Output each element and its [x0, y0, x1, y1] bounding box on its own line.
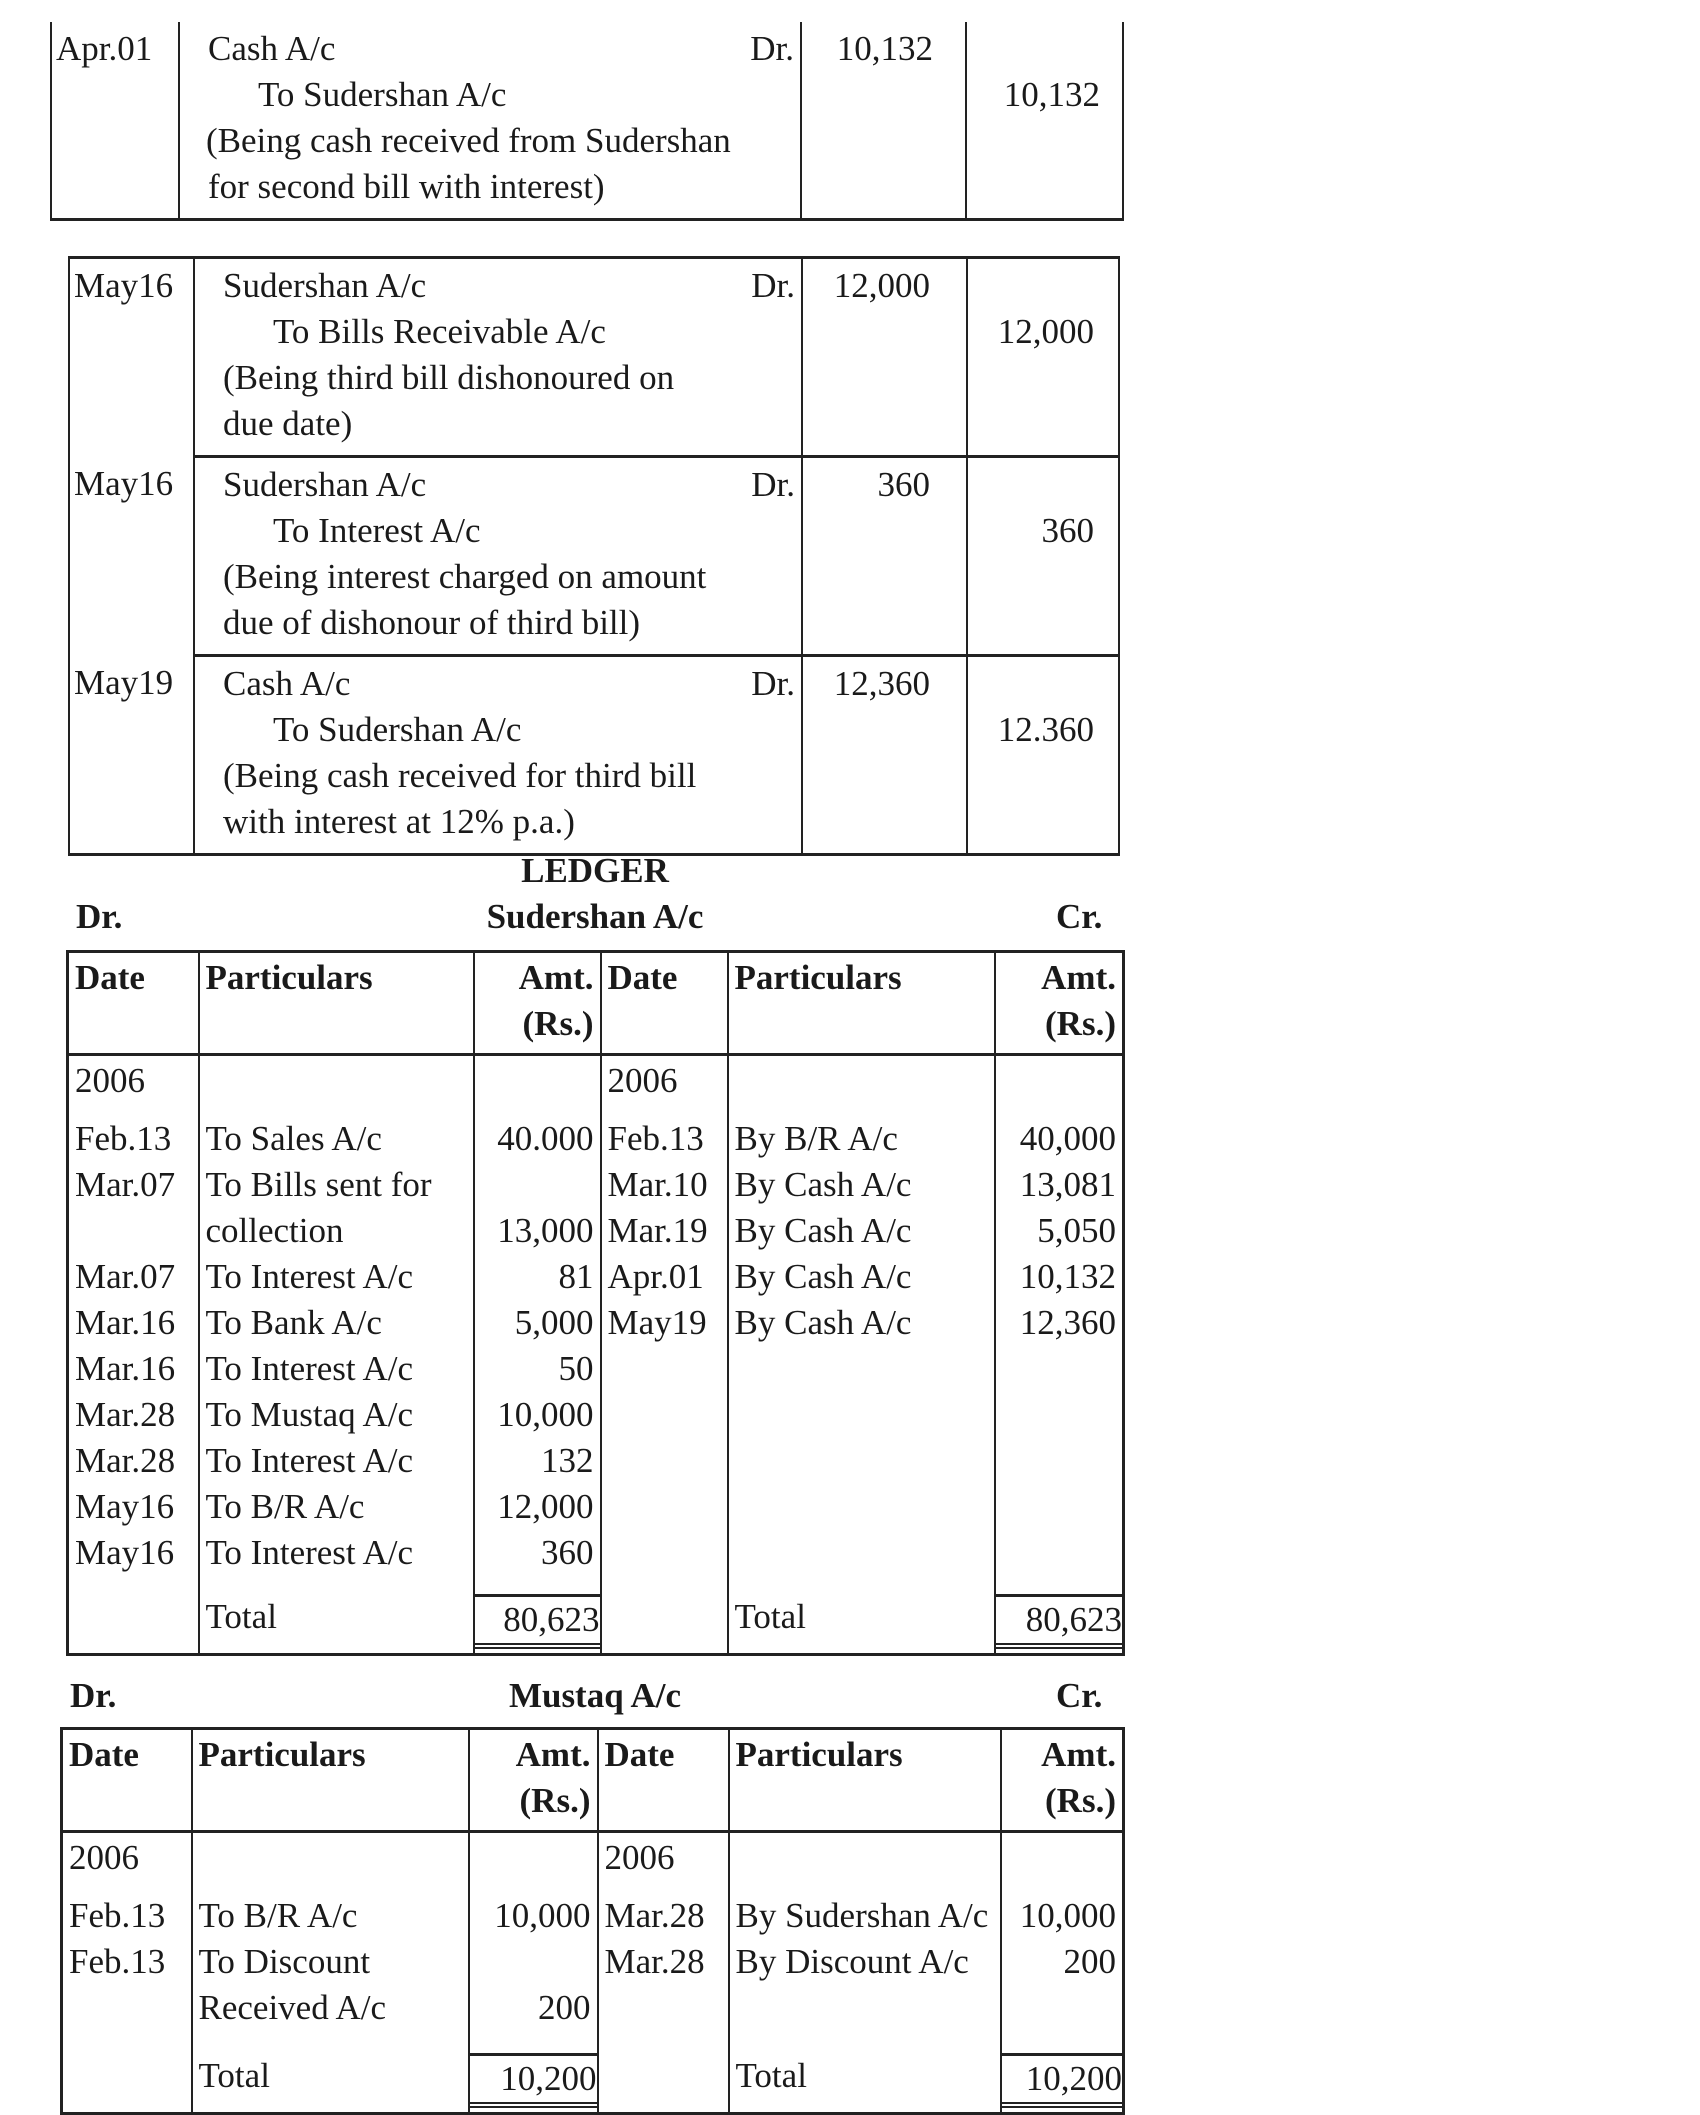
ledger-dr-amount: 13,000 [474, 1208, 601, 1254]
ledger-dr-amount [474, 1162, 601, 1208]
ledger-row [68, 1438, 1124, 1484]
total-label: Total [192, 2043, 469, 2114]
ledger-cr-date [601, 1392, 728, 1438]
ledger-dr-amount [469, 1939, 598, 1985]
ledger-dr-date: Mar.16 [68, 1300, 199, 1346]
credit-account: To Sudershan A/c [258, 75, 507, 114]
ledger-row [68, 1530, 1124, 1576]
ledger-cr-particulars: By Cash A/c [728, 1300, 995, 1346]
ledger-row [62, 1939, 1124, 1985]
journal-entry [69, 656, 1119, 855]
total-label: Total [728, 1584, 995, 1655]
ledger-dr-date: Mar.16 [68, 1346, 199, 1392]
dr-marker: Dr. [751, 664, 795, 703]
narration-line: (Being interest charged on amount [223, 557, 707, 596]
ledger-cr-particulars [728, 1530, 995, 1576]
entry-particulars [194, 656, 802, 855]
ledger-cr-date: Mar.28 [598, 1939, 729, 1985]
ledger-table-sudershan [66, 950, 1125, 1656]
credit-amount: 12,000 [997, 312, 1094, 351]
entry-date: Apr.01 [51, 22, 179, 220]
debit-account: Sudershan A/c [223, 465, 427, 504]
debit-amount: 12,360 [802, 656, 967, 855]
dr-marker: Dr. [751, 266, 795, 305]
ledger-dr-date: Feb.13 [62, 1939, 192, 1985]
ledger-row [68, 1254, 1124, 1300]
ledger-row [68, 1208, 1124, 1254]
ledger-cr-particulars [728, 1346, 995, 1392]
ledger-dr-date: May16 [68, 1530, 199, 1576]
col-header-date: Date [598, 1729, 729, 1832]
ledger-row [68, 1346, 1124, 1392]
ledger-cr-particulars: By Sudershan A/c [729, 1893, 1001, 1939]
ledger-dr-particulars: To Bank A/c [199, 1300, 474, 1346]
ledger-year-row [62, 1832, 1124, 1894]
col-header-date: Date [62, 1729, 192, 1832]
ledger-cr-amount: 12,360 [1019, 1303, 1116, 1342]
ledger-cr-particulars [728, 1484, 995, 1530]
year-dr: 2006 [62, 1832, 192, 1894]
ledger-dr-particulars: To B/R A/c [199, 1484, 474, 1530]
credit-amount: 12.360 [967, 656, 1119, 855]
ledger-total-row [68, 1584, 1124, 1655]
col-header-amount: Amt. (Rs.) [469, 1729, 598, 1832]
ledger-cr-date: Mar.28 [598, 1893, 729, 1939]
ledger-dr-amount: 5,000 [474, 1300, 601, 1346]
ledger-cr-amount [995, 1346, 1124, 1392]
ledger-dr-date: Mar.28 [68, 1392, 199, 1438]
ledger-cr-amount [995, 1484, 1124, 1530]
ledger-dr-amount: 200 [469, 1985, 598, 2031]
ledger-cr-date: Feb.13 [601, 1116, 728, 1162]
ledger-dr-date [62, 1985, 192, 2031]
ledger-dr-date: Mar.28 [68, 1438, 199, 1484]
debit-amount: 12,000 [802, 258, 967, 457]
col-header-date: Date [68, 952, 199, 1055]
ledger-row [68, 1300, 1124, 1346]
ledger-dr-date [68, 1208, 199, 1254]
col-header-particulars: Particulars [729, 1729, 1001, 1832]
ledger-cr-date [601, 1530, 728, 1576]
ledger-year-row [68, 1055, 1124, 1117]
ledger-row [68, 1116, 1124, 1162]
ledger-dr-particulars: To Interest A/c [199, 1254, 474, 1300]
entry-date: May19 [69, 656, 194, 855]
year-cr: 2006 [598, 1832, 729, 1894]
narration-line: with interest at 12% p.a.) [223, 802, 575, 841]
ledger-cr-amount: 10,132 [1019, 1257, 1116, 1296]
ledger-cr-amount: 40,000 [1019, 1119, 1116, 1158]
narration-line: (Being cash received from Sudershan [206, 121, 731, 160]
ledger-cr-particulars [729, 1985, 1001, 2031]
ledger-dr-amount: 10,000 [474, 1392, 601, 1438]
dr-marker: Dr. [751, 465, 795, 504]
ledger-cr-particulars: By B/R A/c [728, 1116, 995, 1162]
ledger-cr-amount: 10,000 [1019, 1896, 1116, 1935]
entry-particulars [194, 258, 802, 457]
ledger-account-title: Mustaq A/c [508, 1676, 682, 1715]
narration-line: (Being third bill dishonoured on [223, 358, 675, 397]
ledger-dr-amount: 12,000 [474, 1484, 601, 1530]
ledger-dr-amount: 360 [474, 1530, 601, 1576]
ledger-row [62, 1893, 1124, 1939]
total-cr: 10,200 [1001, 2043, 1124, 2114]
journal-table-apr [50, 22, 1124, 221]
credit-account: To Bills Receivable A/c [273, 312, 606, 351]
entry-date: May16 [69, 457, 194, 656]
journal-entry [51, 22, 1123, 220]
ledger-dr-label: Dr. [76, 897, 123, 936]
ledger-cr-particulars [728, 1438, 995, 1484]
narration-line: (Being cash received for third bill [223, 756, 697, 795]
debit-account: Cash A/c [208, 29, 336, 68]
ledger-dr-date: Feb.13 [62, 1893, 192, 1939]
ledger-total-row [62, 2043, 1124, 2114]
ledger-dr-particulars: To Interest A/c [199, 1530, 474, 1576]
credit-account: To Interest A/c [273, 511, 481, 550]
total-dr: 80,623 [474, 1584, 601, 1655]
ledger-cr-amount [995, 1392, 1124, 1438]
ledger-dr-amount: 40.000 [474, 1116, 601, 1162]
ledger-dr-particulars: To B/R A/c [192, 1893, 469, 1939]
ledger-cr-particulars: By Cash A/c [728, 1254, 995, 1300]
ledger-dr-amount: 81 [474, 1254, 601, 1300]
year-dr: 2006 [68, 1055, 199, 1117]
ledger-dr-particulars: To Interest A/c [199, 1346, 474, 1392]
dr-marker: Dr. [750, 29, 794, 68]
ledger-cr-particulars [728, 1392, 995, 1438]
credit-amount: 360 [967, 457, 1119, 656]
ledger-row [68, 1484, 1124, 1530]
ledger-cr-amount: 200 [1063, 1942, 1116, 1981]
ledger-cr-date: Mar.10 [601, 1162, 728, 1208]
ledger-dr-date: Mar.07 [68, 1254, 199, 1300]
total-cr: 80,623 [995, 1584, 1124, 1655]
year-cr: 2006 [601, 1055, 728, 1117]
ledger-cr-amount: 5,050 [1037, 1211, 1116, 1250]
ledger-cr-label: Cr. [1056, 1676, 1103, 1715]
ledger-dr-particulars: To Sales A/c [199, 1116, 474, 1162]
ledger-dr-particulars: To Bills sent for [199, 1162, 474, 1208]
ledger-cr-amount [995, 1530, 1124, 1576]
ledger-cr-date [601, 1438, 728, 1484]
ledger-dr-date: May16 [68, 1484, 199, 1530]
ledger-dr-particulars: Received A/c [192, 1985, 469, 2031]
col-header-particulars: Particulars [192, 1729, 469, 1832]
ledger-cr-date [598, 1985, 729, 2031]
entry-particulars [194, 457, 802, 656]
ledger-dr-particulars: To Mustaq A/c [199, 1392, 474, 1438]
narration-line: due date) [223, 404, 353, 443]
entry-date: May16 [69, 258, 194, 457]
total-label: Total [199, 1584, 474, 1655]
credit-amount: 10,132 [966, 22, 1123, 220]
journal-entry [69, 258, 1119, 457]
ledger-dr-particulars: collection [199, 1208, 474, 1254]
credit-account: To Sudershan A/c [273, 710, 522, 749]
col-header-amount: Amt. (Rs.) [1001, 1729, 1124, 1832]
ledger-heading: LEDGER [521, 851, 669, 890]
col-header-amount: Amt. (Rs.) [995, 952, 1124, 1055]
debit-account: Sudershan A/c [223, 266, 427, 305]
ledger-cr-date: May19 [601, 1300, 728, 1346]
debit-account: Cash A/c [223, 664, 351, 703]
journal-table-may [68, 256, 1120, 856]
ledger-cr-amount [995, 1438, 1124, 1484]
col-header-particulars: Particulars [728, 952, 995, 1055]
ledger-cr-amount: 13,081 [1019, 1165, 1116, 1204]
narration-line: for second bill with interest) [208, 167, 605, 206]
ledger-cr-date [601, 1484, 728, 1530]
entry-particulars [179, 22, 801, 220]
ledger-cr-particulars: By Cash A/c [728, 1208, 995, 1254]
debit-amount: 10,132 [801, 22, 966, 220]
total-dr: 10,200 [469, 2043, 598, 2114]
ledger-account-title: Sudershan A/c [486, 897, 704, 936]
ledger-filler-row [68, 1576, 1124, 1584]
ledger-cr-date: Apr.01 [601, 1254, 728, 1300]
ledger-dr-amount: 132 [474, 1438, 601, 1484]
ledger-cr-particulars: By Discount A/c [729, 1939, 1001, 1985]
ledger-cr-label: Cr. [1056, 897, 1103, 936]
ledger-dr-date: Feb.13 [68, 1116, 199, 1162]
ledger-cr-amount [1001, 1985, 1124, 2031]
ledger-dr-label: Dr. [70, 1676, 117, 1715]
ledger-row [62, 1985, 1124, 2031]
narration-line: due of dishonour of third bill) [223, 603, 641, 642]
ledger-header-row [68, 952, 1124, 1055]
ledger-table-mustaq [60, 1727, 1125, 2115]
ledger-row [68, 1162, 1124, 1208]
ledger-dr-particulars: To Discount [192, 1939, 469, 1985]
ledger-dr-date: Mar.07 [68, 1162, 199, 1208]
ledger-header-row [62, 1729, 1124, 1832]
debit-amount: 360 [802, 457, 967, 656]
ledger-cr-particulars: By Cash A/c [728, 1162, 995, 1208]
ledger-filler-row [62, 2031, 1124, 2043]
ledger-dr-particulars: To Interest A/c [199, 1438, 474, 1484]
ledger-dr-amount: 50 [474, 1346, 601, 1392]
ledger-row [68, 1392, 1124, 1438]
ledger-dr-amount: 10,000 [469, 1893, 598, 1939]
total-label: Total [729, 2043, 1001, 2114]
col-header-date: Date [601, 952, 728, 1055]
col-header-amount: Amt. (Rs.) [474, 952, 601, 1055]
col-header-particulars: Particulars [199, 952, 474, 1055]
ledger-cr-date: Mar.19 [601, 1208, 728, 1254]
ledger-cr-date [601, 1346, 728, 1392]
journal-entry [69, 457, 1119, 656]
